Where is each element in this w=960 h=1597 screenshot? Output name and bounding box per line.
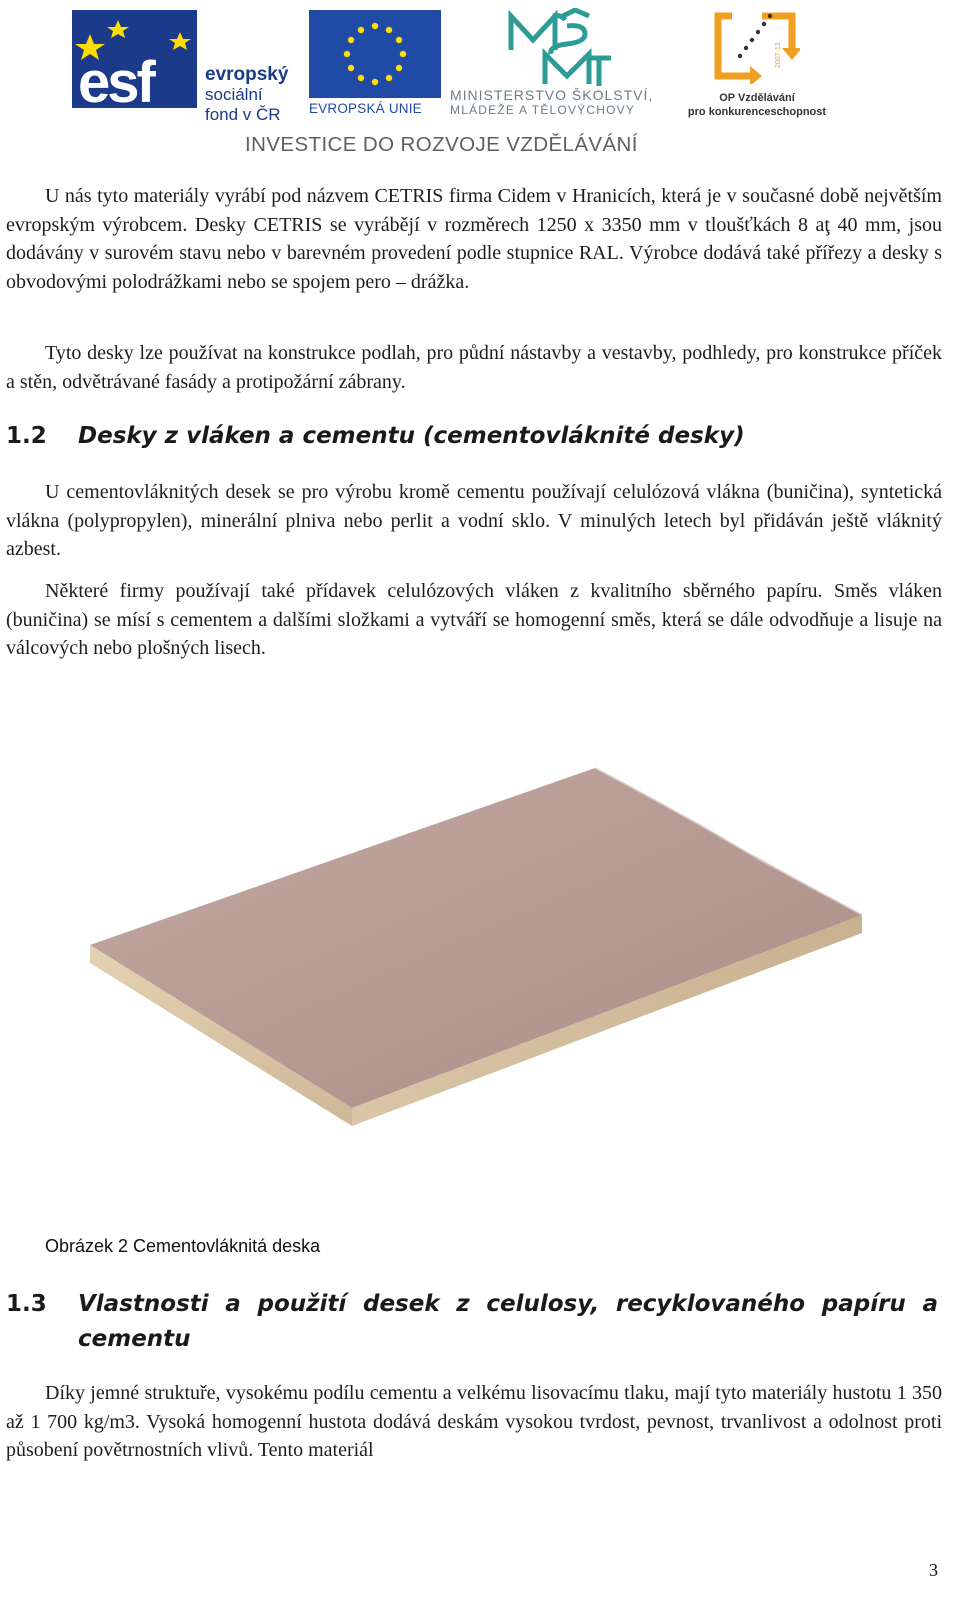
esf-line-3: fond v ČR: [205, 105, 281, 124]
paragraph-properties: [6, 1379, 942, 1465]
op-mark-icon: [710, 8, 800, 84]
msmt-line-1: MINISTERSTVO ŠKOLSTVÍ,: [450, 87, 654, 103]
op-logo: [682, 8, 832, 123]
esf-line-1: evropský: [205, 64, 289, 85]
paragraph-properties-text: Díky jemné struktuře, vysokému podílu cementu a velkému lisovacímu tlaku, mají tyto materiály hustotu 1 350 až 1 700 kg/m3. Vysoká homogenní hustota dodává deskám vysokou tvrdost, pevnost, trvanlivost a odolnost proti působení povětrnostních vlivů. Tento materiál: [6, 1382, 942, 1462]
eu-logo: [309, 10, 445, 120]
svg-text:esf: esf: [78, 50, 153, 108]
svg-text:2007-13: 2007-13: [775, 42, 782, 68]
section-heading-1-3: [6, 1287, 942, 1357]
op-line-2: pro konkurenceschopnost: [687, 106, 827, 118]
esf-text: [205, 65, 288, 125]
msmt-mark-icon: [505, 8, 615, 88]
paragraph-paper-additive: [6, 577, 942, 663]
invest-slogan: INVESTICE DO ROZVOJE VZDĚLÁVÁNÍ: [245, 133, 638, 156]
paragraph-fiber-composition-text: U cementovláknitých desek se pro výrobu kromě cementu používají celulózová vlákna (buničina), syntetická vlákna (polypropylen), minerální plniva nebo perlit a vodní sklo. V minulých letech byl přidáván ještě vláknitý azbest.: [6, 481, 942, 561]
section-number: 1.3: [6, 1291, 47, 1317]
eu-label: EVROPSKÁ UNIE: [309, 101, 422, 116]
msmt-text: [450, 88, 680, 118]
esf-mark-icon: [72, 10, 197, 108]
section-number: 1.2: [6, 423, 47, 449]
paragraph-cetris-text: U nás tyto materiály vyrábí pod názvem CETRIS firma Cidem v Hranicích, která je v současné době největším evropským výrobcem. Desky CETRIS se vyrábějí v rozměrech 1250 x 3350 mm v tloušťkách 8 aţ 40 mm, jsou dodávány v surovém stavu nebo v barevném provedení podle stupnice RAL. Výrobce dodává také přířezy a desky s obvodovými polodrážkami nebo se spojem pero – drážka.: [6, 185, 942, 293]
msmt-line-2: MLÁDEŽE A TĚLOVÝCHOVY: [450, 103, 636, 117]
paragraph-usage: [6, 339, 942, 396]
figure-caption: Obrázek 2 Cementovláknitá deska: [45, 1236, 321, 1256]
esf-logo: [72, 10, 297, 124]
esf-line-2: sociální: [205, 85, 263, 104]
section-title: Desky z vláken a cementu (cementovláknité desky): [78, 423, 745, 449]
paragraph-cetris: [6, 182, 942, 296]
op-line-1: OP Vzdělávání: [719, 92, 795, 104]
paragraph-usage-text: Tyto desky lze používat na konstrukce podlah, pro půdní nástavby a vestavby, podhledy, pro konstrukce příček a stěn, odvětrávané fasády a protipožární zábrany.: [6, 342, 942, 393]
paragraph-paper-additive-text: Některé firmy používají také přídavek celulózových vláken z kvalitního sběrného papíru. Směs vláken (buničina) se mísí s cementem a dalšími složkami a vytváří se homogenní směs, která se dále odvodňuje a lisuje na válcových nebo plošných lisech.: [6, 580, 942, 660]
paragraph-fiber-composition: [6, 478, 942, 564]
section-heading-1-2: [6, 420, 942, 453]
page-number: 3: [929, 1560, 938, 1580]
cement-board-photo: [0, 720, 960, 1230]
section-title: Vlastnosti a použití desek z celulosy, recyklovaného papíru a cementu: [78, 1291, 938, 1352]
msmt-logo: [450, 8, 680, 123]
op-text: [682, 91, 832, 119]
logo-header: [0, 0, 960, 165]
eu-flag-icon: [309, 10, 441, 98]
